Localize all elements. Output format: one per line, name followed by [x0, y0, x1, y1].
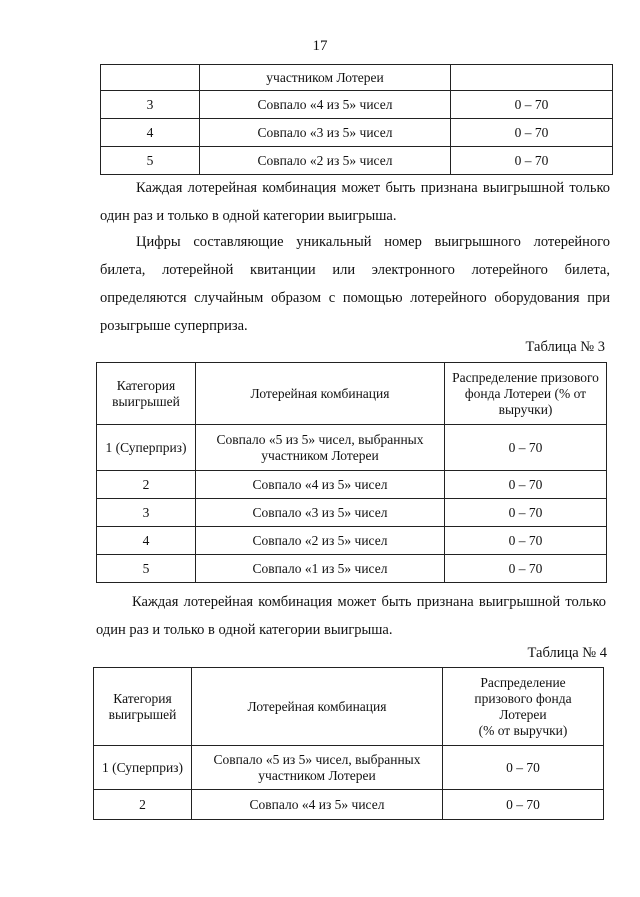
paragraph-rule-once: Каждая лотерейная комбинация может быть признана выигрышной только один раз и только в одной категории выигрыша.: [100, 180, 610, 224]
table-row: [97, 425, 607, 471]
header-category: Категория выигрышей: [94, 668, 192, 746]
header-share-line: призового фонда: [474, 690, 572, 706]
combination-cell: Совпало «3 из 5» чисел: [200, 119, 451, 147]
category-cell: 1 (Суперприз): [97, 425, 196, 471]
header-share-line: Распределение: [480, 674, 566, 690]
combination-cell: Совпало «4 из 5» чисел: [200, 91, 451, 119]
share-cell: 0 – 70: [445, 425, 607, 471]
share-cell: 0 – 70: [445, 527, 607, 555]
category-cell: 2: [94, 790, 192, 820]
table-row: [94, 790, 604, 820]
header-combination: Лотерейная комбинация: [196, 363, 445, 425]
table-header-row: [97, 363, 607, 425]
share-cell: 0 – 70: [451, 147, 613, 175]
table3-caption: Таблица № 3: [525, 339, 605, 355]
table-row: [94, 746, 604, 790]
combination-cell: Совпало «4 из 5» чисел: [196, 471, 445, 499]
combination-cell: Совпало «5 из 5» чисел, выбранных участником Лотереи: [192, 746, 443, 790]
combination-cell: Совпало «3 из 5» чисел: [196, 499, 445, 527]
category-cell: 1 (Суперприз): [94, 746, 192, 790]
combination-cell: участником Лотереи: [200, 65, 451, 91]
share-cell: [451, 65, 613, 91]
table4-caption: Таблица № 4: [527, 645, 607, 661]
combination-cell: Совпало «2 из 5» чисел: [196, 527, 445, 555]
paragraph-ticket-number: Цифры составляющие уникальный номер выигрышного лотерейного билета, лотерейной квитанции или электронного лотерейного билета, определяются случайным образом с помощью лотерейного оборудования при розыгрыше суперприза.: [100, 234, 610, 334]
share-cell: 0 – 70: [445, 555, 607, 583]
table-row: [97, 555, 607, 583]
category-cell: 5: [97, 555, 196, 583]
share-cell: 0 – 70: [445, 499, 607, 527]
category-cell: 5: [101, 147, 200, 175]
combination-cell: Совпало «4 из 5» чисел: [192, 790, 443, 820]
category-cell: 4: [101, 119, 200, 147]
combination-cell: Совпало «1 из 5» чисел: [196, 555, 445, 583]
share-cell: 0 – 70: [443, 746, 604, 790]
table-row: [97, 499, 607, 527]
table-row: [97, 471, 607, 499]
table-row: [101, 147, 613, 175]
combination-cell: Совпало «5 из 5» чисел, выбранных участником Лотереи: [196, 425, 445, 471]
table-row: [97, 527, 607, 555]
table-row: [101, 119, 613, 147]
category-cell: 3: [97, 499, 196, 527]
share-cell: 0 – 70: [443, 790, 604, 820]
category-cell: 2: [97, 471, 196, 499]
share-cell: 0 – 70: [451, 91, 613, 119]
prize-table-continued: [100, 64, 613, 175]
header-share-line: Лотереи: [499, 706, 547, 722]
combination-cell: Совпало «2 из 5» чисел: [200, 147, 451, 175]
table-header-row: [94, 668, 604, 746]
table-row: [101, 65, 613, 91]
category-cell: 4: [97, 527, 196, 555]
header-combination: Лотерейная комбинация: [192, 668, 443, 746]
header-category: Категория выигрышей: [97, 363, 196, 425]
category-cell: 3: [101, 91, 200, 119]
header-share: Распределение призового фонда Лотереи (% от выручки): [445, 363, 607, 425]
header-share-line: (% от выручки): [478, 722, 568, 738]
prize-table-4: [93, 667, 604, 820]
paragraph-rule-once-2: Каждая лотерейная комбинация может быть признана выигрышной только один раз и только в одной категории выигрыша.: [96, 594, 606, 638]
header-share: [443, 668, 604, 746]
prize-table-3: [96, 362, 607, 583]
page-number: 17: [312, 38, 328, 54]
share-cell: 0 – 70: [451, 119, 613, 147]
share-cell: 0 – 70: [445, 471, 607, 499]
table-row: [101, 91, 613, 119]
category-cell: [101, 65, 200, 91]
